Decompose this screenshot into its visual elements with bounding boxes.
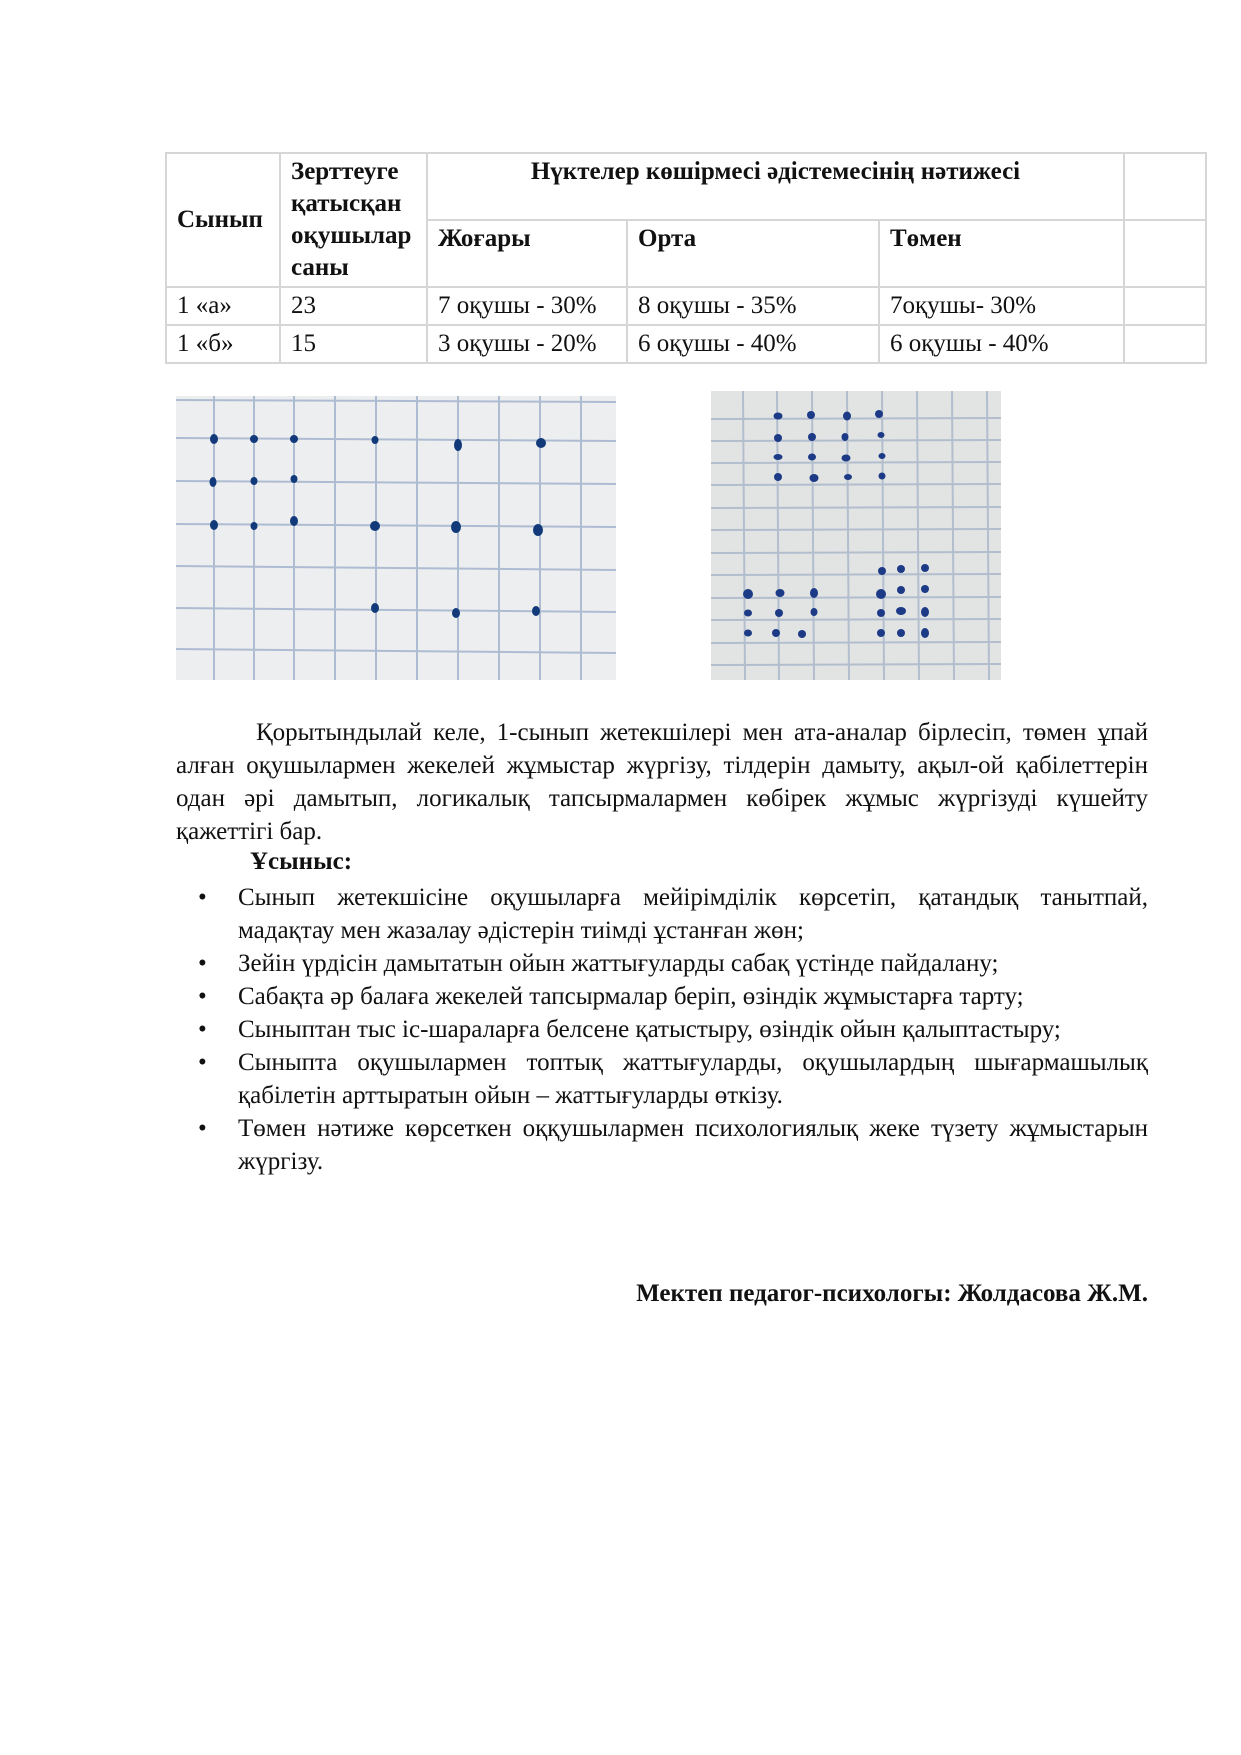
recommendations-list xyxy=(176,881,1148,1178)
table-header-row xyxy=(166,153,1206,220)
header-participants: Зерттеуге қатысқан оқушылар саны xyxy=(280,153,427,287)
cell-high: 7 оқушы - 30% xyxy=(427,287,627,325)
list-item-text: Зейін үрдісін дамытатын ойын жаттығуларды сабақ үстінде пайдалану; xyxy=(238,950,999,977)
results-table xyxy=(165,152,1207,364)
bullet-icon: • xyxy=(198,983,207,1010)
empty-cell xyxy=(1124,287,1206,325)
header-class: Сынып xyxy=(166,153,280,287)
cell-count: 23 xyxy=(280,287,427,325)
bullet-icon: • xyxy=(198,1115,207,1142)
worksheet-photo-2 xyxy=(711,391,1001,680)
header-medium: Орта xyxy=(627,220,879,287)
header-method-title: Нүктелер көшірмесі әдістемесінің нәтижесі xyxy=(427,153,1124,220)
list-item-text: Төмен нәтиже көрсеткен оққушылармен психологиялық жеке түзету жұмыстарын жүргізу. xyxy=(238,1115,1148,1175)
conclusion-text: Қорытындылай келе, 1-сынып жетекшілері мен ата-аналар бірлесіп, төмен ұпай алған оқушылармен жекелей жұмыстар жүргізу, тілдерін дамыту, ақыл-ой қабілеттерін одан әрі дамытып, логикалық тапсырмалармен көбірек жұмыс жүргізуді күшейту қажеттігі бар. xyxy=(176,719,1148,845)
cell-medium: 8 оқушы - 35% xyxy=(627,287,879,325)
conclusion-paragraph xyxy=(176,716,1148,848)
list-item-text: Сыныпта оқушылармен топтық жаттығуларды, оқушылардың шығармашылық қабілетін арттыратын ойын – жаттығуларды өткізу. xyxy=(238,1049,1148,1109)
cell-high: 3 оқушы - 20% xyxy=(427,325,627,363)
list-item xyxy=(176,1013,1148,1046)
cell-class: 1 «а» xyxy=(166,287,280,325)
bullet-icon: • xyxy=(198,1016,207,1043)
empty-cell xyxy=(1124,220,1206,287)
cell-medium: 6 оқушы - 40% xyxy=(627,325,879,363)
cell-class: 1 «б» xyxy=(166,325,280,363)
table-row xyxy=(166,287,1206,325)
grid-paper-image xyxy=(176,396,616,680)
list-item-text: Сабақта әр балаға жекелей тапсырмалар беріп, өзіндік жұмыстарға тарту; xyxy=(238,983,1024,1010)
list-item xyxy=(176,1112,1148,1178)
bullet-icon: • xyxy=(198,1049,207,1076)
list-item xyxy=(176,1046,1148,1112)
list-item-text: Сыныптан тыс іс-шараларға белсене қатыстыру, өзіндік ойын қалыптастыру; xyxy=(238,1016,1061,1043)
empty-cell xyxy=(1124,325,1206,363)
table-row xyxy=(166,325,1206,363)
header-low: Төмен xyxy=(879,220,1124,287)
bullet-icon: • xyxy=(198,884,207,911)
signature-line: Мектеп педагог-психологы: Жолдасова Ж.М. xyxy=(636,1280,1148,1307)
cell-low: 7оқушы- 30% xyxy=(879,287,1124,325)
bullet-icon: • xyxy=(198,950,207,977)
cell-count: 15 xyxy=(280,325,427,363)
list-item xyxy=(176,980,1148,1013)
empty-cell xyxy=(1124,153,1206,220)
grid-paper-image xyxy=(711,391,1001,680)
list-item xyxy=(176,881,1148,947)
worksheet-photo-1 xyxy=(176,396,616,680)
header-high: Жоғары xyxy=(427,220,627,287)
list-item xyxy=(176,947,1148,980)
proposal-heading: Ұсыныс: xyxy=(250,848,353,875)
cell-low: 6 оқушы - 40% xyxy=(879,325,1124,363)
list-item-text: Сынып жетекшісіне оқушыларға мейірімділік көрсетіп, қатандық танытпай, мадақтау мен жазалау әдістерін тиімді ұстанған жөн; xyxy=(238,884,1148,944)
